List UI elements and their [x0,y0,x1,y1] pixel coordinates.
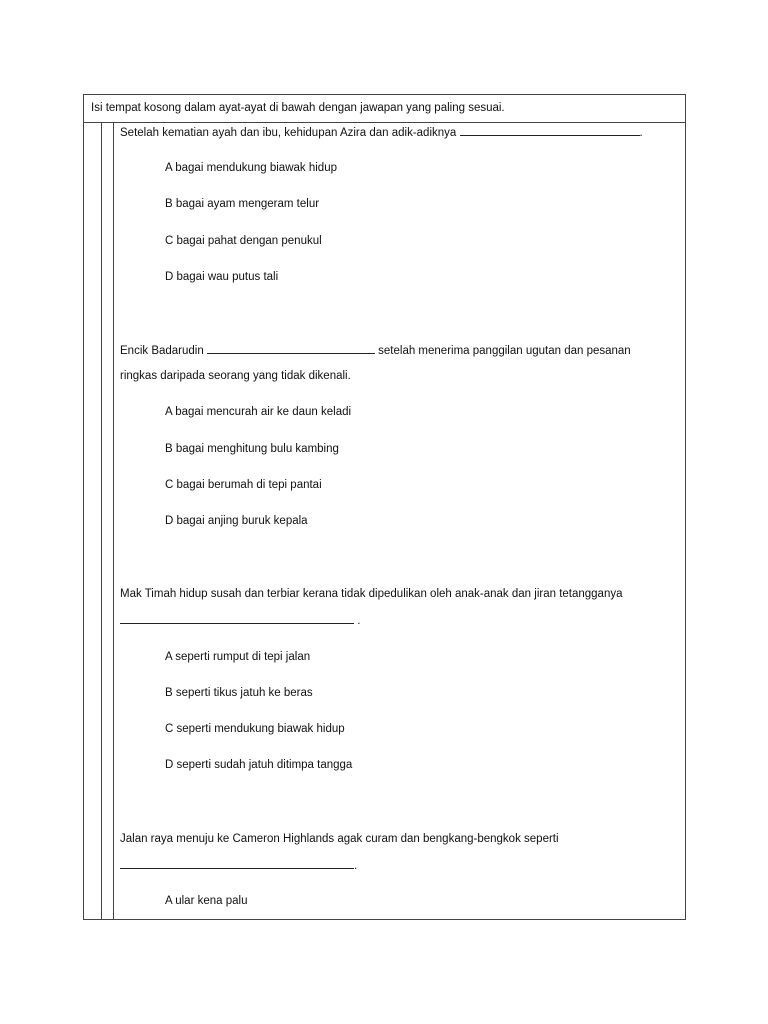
question-3-option-b: B seperti tikus jatuh ke beras [165,687,313,699]
answer-blank-3 [120,613,354,624]
question-3-option-c: C seperti mendukung biawak hidup [165,723,345,735]
question-2-stem [120,343,631,358]
questions-area [84,95,687,921]
question-3-stem: Mak Timah hidup susah dan terbiar kerana tidak dipedulikan oleh anak-anak dan jiran tetangganya [120,588,623,600]
question-4-option-a: A ular kena palu [165,895,248,907]
answer-blank-1 [460,125,640,136]
question-3-blank-line [120,613,360,628]
question-1-text: Setelah kematian ayah dan ibu, kehidupan Azira dan adik-adiknya [120,127,457,139]
question-4-blank-line [120,858,357,873]
question-1-stem [120,125,643,140]
question-2-option-c: C bagai berumah di tepi pantai [165,479,322,491]
answer-blank-4 [120,858,354,869]
question-1-end: . [639,127,643,139]
question-2-option-b: B bagai menghitung bulu kambing [165,443,339,455]
question-1-option-b: B bagai ayam mengeram telur [165,198,320,210]
question-2-text: Encik Badarudin [120,345,204,357]
question-4-end: . [354,860,358,872]
question-1-option-d: D bagai wau putus tali [165,271,279,283]
question-3-option-d: D seperti sudah jatuh ditimpa tangga [165,759,353,771]
question-1-option-a: A bagai mendukung biawak hidup [165,162,337,174]
question-2-stem-line2: ringkas daripada seorang yang tidak dikenali. [120,370,351,382]
question-2-option-d: D bagai anjing buruk kepala [165,515,308,527]
answer-blank-2 [207,343,375,354]
question-4-stem: Jalan raya menuju ke Cameron Highlands agak curam dan bengkang-bengkok seperti [120,833,559,845]
question-2-text-cont: setelah menerima panggilan ugutan dan pesanan [378,345,631,357]
question-1-option-c: C bagai pahat dengan penukul [165,235,322,247]
question-3-option-a: A seperti rumput di tepi jalan [165,651,311,663]
worksheet-table [83,94,686,920]
question-3-end: . [357,615,361,627]
question-2-option-a: A bagai mencurah air ke daun keladi [165,406,352,418]
instruction-text: Isi tempat kosong dalam ayat-ayat di bawah dengan jawapan yang paling sesuai. [91,102,505,114]
